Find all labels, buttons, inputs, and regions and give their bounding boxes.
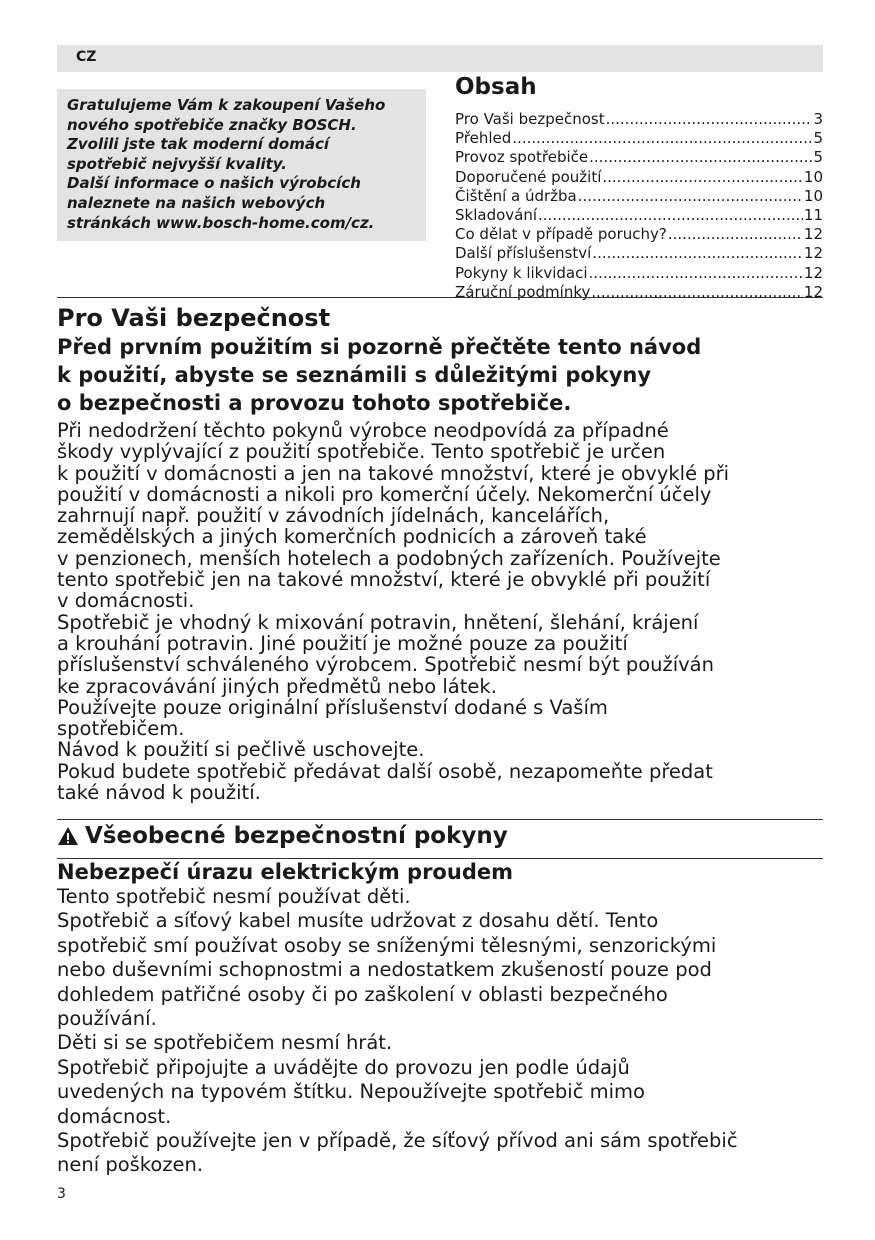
general-title xyxy=(57,821,823,851)
toc-item-page: 12 xyxy=(803,282,823,301)
text-line: Návod k použití si pečlivě uschovejte. xyxy=(57,738,425,762)
toc-item[interactable] xyxy=(455,187,823,206)
safety-section xyxy=(57,303,823,803)
toc-item-label: Pokyny k likvidaci xyxy=(455,263,588,282)
toc-item-page: 5 xyxy=(813,148,823,167)
toc-leader-dots xyxy=(602,168,803,187)
toc-item-label: Pro Vaši bezpečnost xyxy=(455,110,605,128)
toc-leader-dots xyxy=(589,264,803,283)
toc-item[interactable] xyxy=(455,168,823,187)
intro-line: spotřebič nejvyšší kvality. xyxy=(67,154,287,173)
text-line: v domácnosti. xyxy=(57,589,195,613)
text-line: Děti si se spotřebičem nesmí hrát. xyxy=(57,1031,393,1055)
language-bar xyxy=(57,45,823,72)
text-line: k použití, abyste se seznámili s důležitými pokyny xyxy=(57,363,652,387)
text-line: a krouhání potravin. Jiné použití je možné pouze za použití xyxy=(57,631,628,655)
electric-body xyxy=(57,885,823,1178)
toc-item-page: 12 xyxy=(803,244,823,263)
toc-list xyxy=(455,110,823,302)
toc-item-page: 3 xyxy=(813,110,823,128)
toc-title: Obsah xyxy=(455,74,537,100)
intro-line: Další informace o našich výrobcích xyxy=(67,174,361,193)
general-title-text: Všeobecné bezpečnostní pokyny xyxy=(85,823,508,849)
text-line: Při nedodržení těchto pokynů výrobce neodpovídá za případné xyxy=(57,419,669,442)
toc-leader-dots xyxy=(589,148,812,167)
divider xyxy=(57,297,823,298)
text-line: domácnost. xyxy=(57,1104,172,1128)
safety-lead xyxy=(57,333,823,417)
toc-item-page: 10 xyxy=(803,167,823,186)
text-line: Před prvním použitím si pozorně přečtěte tento návod xyxy=(57,335,702,359)
toc-leader-dots xyxy=(578,187,803,206)
page-number: 3 xyxy=(57,1186,66,1202)
toc-item[interactable] xyxy=(455,129,823,148)
warning-icon xyxy=(57,826,79,846)
intro-line: naleznete na našich webových xyxy=(67,193,326,212)
text-line: Spotřebič a síťový kabel musíte udržovat z dosahu dětí. Tento xyxy=(57,909,659,933)
text-line: v penzionech, menších hotelech a podobných zařízeních. Používejte xyxy=(57,546,721,570)
text-line: Tento spotřebič nesmí používat děti. xyxy=(57,885,411,908)
toc-item-label: Co dělat v případě poruchy? xyxy=(455,225,667,244)
toc-item-page: 11 xyxy=(803,205,823,224)
toc-item-page: 10 xyxy=(803,186,823,205)
intro-box xyxy=(57,89,426,241)
safety-body xyxy=(57,420,823,803)
divider xyxy=(57,819,823,820)
toc-leader-dots xyxy=(592,244,803,263)
text-line: zahrnují např. použití v závodních jídelnách, kancelářích, xyxy=(57,504,610,528)
text-line: spotřebičem. xyxy=(57,717,185,741)
text-line: zemědělských a jiných komerčních podnicích a zároveň také xyxy=(57,525,647,549)
text-line: příslušenství schváleného výrobcem. Spotřebič nesmí být používán xyxy=(57,653,714,677)
toc-item-label: Skladování xyxy=(455,205,538,224)
toc-item[interactable] xyxy=(455,283,823,302)
language-code: CZ xyxy=(76,49,97,65)
toc-item-label: Přehled xyxy=(455,129,512,148)
text-line: Používejte pouze originální příslušenství dodané s Vaším xyxy=(57,695,608,719)
text-line: o bezpečnosti a provozu tohoto spotřebiče. xyxy=(57,391,572,415)
intro-line: stránkách www.bosch-home.com/cz. xyxy=(67,213,375,232)
text-line: dohledem patřičné osoby či po zaškolení v oblasti bezpečného xyxy=(57,982,668,1006)
text-line: Pokud budete spotřebič předávat další osobě, nezapomeňte předat xyxy=(57,759,713,783)
toc-leader-dots xyxy=(668,225,803,244)
toc-leader-dots xyxy=(606,110,813,129)
toc-item-page: 5 xyxy=(813,129,823,148)
intro-line: Gratulujeme Vám k zakoupení Vašeho xyxy=(67,96,386,114)
toc-item-label: Záruční podmínky xyxy=(455,282,591,301)
intro-line: Zvolili jste tak moderní domácí xyxy=(67,135,329,154)
intro-line: nového spotřebiče značky BOSCH. xyxy=(67,115,357,134)
text-line: není poškozen. xyxy=(57,1153,204,1177)
safety-title: Pro Vaši bezpečnost xyxy=(57,304,331,332)
toc-item-page: 12 xyxy=(803,263,823,282)
text-line: Spotřebič používejte jen v případě, že síťový přívod ani sám spotřebič xyxy=(57,1129,738,1153)
toc-leader-dots xyxy=(512,129,812,148)
text-line: uvedených na typovém štítku. Nepoužívejte spotřebič mimo xyxy=(57,1080,645,1104)
toc-item[interactable] xyxy=(455,206,823,225)
text-line: nebo duševními schopnostmi a nedostatkem zkušeností pouze pod xyxy=(57,958,712,982)
toc-item-label: Provoz spotřebiče xyxy=(455,148,589,167)
text-line: ke zpracovávání jiných předmětů nebo látek. xyxy=(57,674,497,698)
toc-item[interactable] xyxy=(455,225,823,244)
toc-leader-dots xyxy=(538,206,803,225)
toc-item-label: Čištění a údržba xyxy=(455,186,577,205)
toc-leader-dots xyxy=(591,283,803,302)
text-line: také návod k použití. xyxy=(57,781,261,805)
toc-item-label: Doporučené použití xyxy=(455,167,602,186)
text-line: spotřebič smí používat osoby se sníženými tělesnými, senzorickými xyxy=(57,933,717,957)
general-section xyxy=(57,821,823,851)
text-line: tento spotřebič jen na takové množství, které je obvyklé při použití xyxy=(57,568,711,592)
text-line: Spotřebič připojujte a uvádějte do provozu jen podle údajů xyxy=(57,1055,630,1079)
text-line: Spotřebič je vhodný k mixování potravin, hnětení, šlehání, krájení xyxy=(57,610,699,634)
toc-item[interactable] xyxy=(455,244,823,263)
toc-item[interactable] xyxy=(455,264,823,283)
electric-section xyxy=(57,859,823,1178)
text-line: k použití v domácnosti a jen na takové množství, které je obvyklé při xyxy=(57,461,730,485)
toc-item[interactable] xyxy=(455,110,823,129)
toc-item-page: 12 xyxy=(803,225,823,244)
toc-item-label: Další příslušenství xyxy=(455,244,592,263)
table-of-contents xyxy=(455,73,823,302)
electric-subtitle: Nebezpečí úrazu elektrickým proudem xyxy=(57,860,513,884)
toc-item[interactable] xyxy=(455,148,823,167)
text-line: použití v domácnosti a nikoli pro komerční účely. Nekomerční účely xyxy=(57,482,712,506)
text-line: škody vyplývající z použití spotřebiče. Tento spotřebič je určen xyxy=(57,440,666,464)
text-line: používání. xyxy=(57,1007,157,1031)
